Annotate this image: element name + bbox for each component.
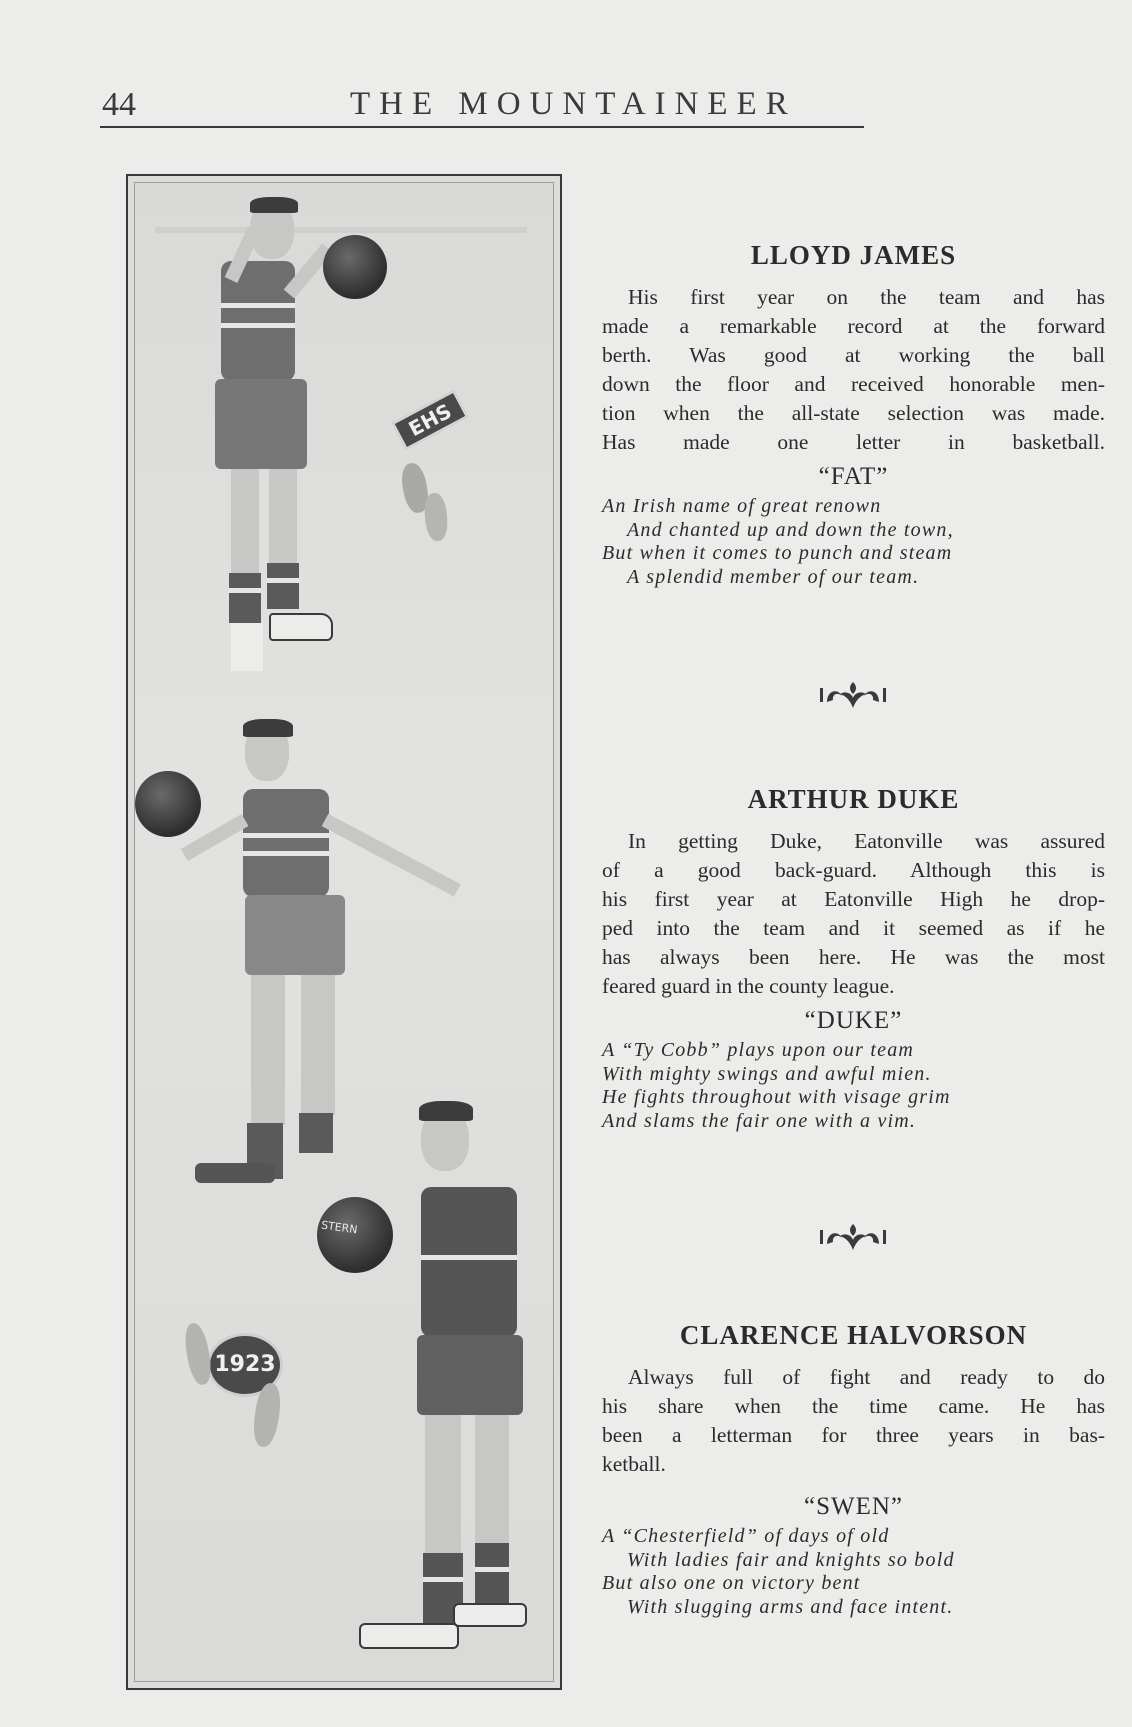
player-bio bbox=[602, 1363, 1105, 1479]
player-entry-lloyd-james bbox=[602, 240, 1105, 589]
poem-line: And slams the fair one with a vim. bbox=[602, 1109, 917, 1132]
poem-line: A “Chesterfield” of days of old bbox=[602, 1525, 890, 1547]
player-poem bbox=[602, 1039, 1105, 1133]
player-name: LLOYD JAMES bbox=[750, 240, 957, 270]
bio-line: His first year on the team and has bbox=[628, 285, 1105, 309]
poem-line: With mighty swings and awful mien. bbox=[602, 1062, 932, 1085]
bio-line: made a remarkable record at the forward bbox=[602, 314, 1105, 338]
player-name: ARTHUR DUKE bbox=[747, 784, 960, 814]
bio-line: has always been here. He was the most bbox=[602, 945, 1105, 969]
poem-line: But when it comes to punch and steam bbox=[602, 542, 953, 564]
bio-line: tion when the all-state selection was made. bbox=[602, 401, 1105, 425]
player-nickname: “DUKE” bbox=[804, 1007, 903, 1034]
bio-line: been a letterman for three years in bas- bbox=[602, 1423, 1105, 1447]
player-entry-arthur-duke bbox=[602, 784, 1105, 1133]
running-title: THE MOUNTAINEER bbox=[350, 86, 797, 122]
bio-line: his first year at Eatonville High he drop- bbox=[602, 887, 1105, 911]
bio-line: his share when the time came. He has bbox=[602, 1394, 1105, 1418]
player-bio bbox=[602, 283, 1105, 457]
bio-line: down the floor and received honorable men- bbox=[602, 372, 1105, 396]
fleuron-ornament-icon bbox=[818, 680, 888, 710]
ball-brand-text: STERN bbox=[320, 1218, 359, 1237]
player-nickname: “SWEN” bbox=[803, 1493, 904, 1520]
bio-line: berth. Was good at working the ball bbox=[602, 343, 1105, 367]
bio-line: ketball. bbox=[602, 1452, 666, 1476]
team-photo-panel bbox=[126, 174, 562, 1690]
photo-montage bbox=[134, 182, 554, 1682]
bio-line: feared guard in the county league. bbox=[602, 974, 895, 998]
page-number: 44 bbox=[102, 86, 136, 123]
ehs-emblem: EHS bbox=[392, 390, 468, 449]
bio-line: In getting Duke, Eatonville was assured bbox=[628, 829, 1105, 853]
player-poem bbox=[602, 1525, 1105, 1619]
poem-line: And chanted up and down the town, bbox=[627, 518, 954, 541]
year-1923-emblem: 1923 bbox=[207, 1333, 283, 1397]
bio-line: of a good back-guard. Although this is bbox=[602, 858, 1105, 882]
bio-line: ped into the team and it seemed as if he bbox=[602, 916, 1105, 940]
player-name: CLARENCE HALVORSON bbox=[679, 1320, 1028, 1350]
header-rule bbox=[100, 126, 864, 128]
poem-line: But also one on victory bent bbox=[602, 1572, 861, 1594]
poem-line: With slugging arms and face intent. bbox=[627, 1595, 954, 1618]
poem-line: He fights throughout with visage grim bbox=[602, 1086, 951, 1108]
poem-line: A splendid member of our team. bbox=[627, 565, 920, 588]
poem-line: An Irish name of great renown bbox=[602, 495, 882, 517]
page-header bbox=[100, 82, 863, 128]
poem-line: A “Ty Cobb” plays upon our team bbox=[602, 1039, 915, 1061]
player-entry-clarence-halvorson bbox=[602, 1320, 1105, 1619]
player-bio bbox=[602, 827, 1105, 1001]
player-nickname: “FAT” bbox=[818, 463, 889, 490]
player-photo-lloyd-james bbox=[135, 183, 554, 683]
fleuron-ornament-icon bbox=[818, 1222, 888, 1252]
player-poem bbox=[602, 495, 1105, 589]
bio-line: Always full of fight and ready to do bbox=[628, 1365, 1105, 1389]
bio-line: Has made one letter in basketball. bbox=[602, 430, 1105, 454]
poem-line: With ladies fair and knights so bold bbox=[627, 1548, 955, 1571]
